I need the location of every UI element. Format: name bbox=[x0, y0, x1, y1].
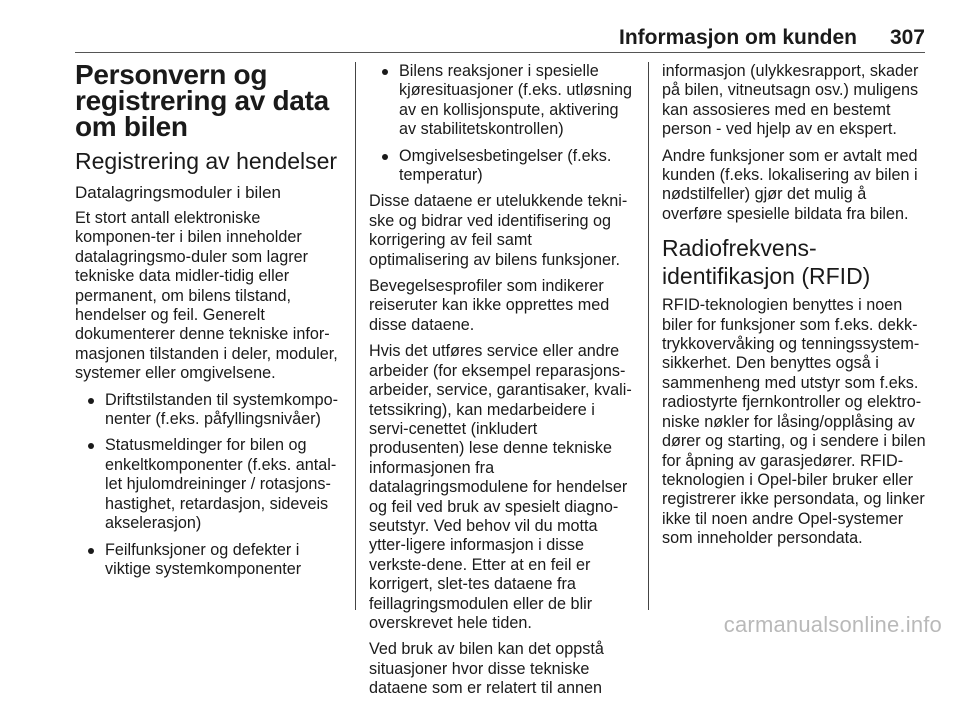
bullet-icon bbox=[382, 154, 388, 160]
watermark: carmanualsonline.info bbox=[723, 612, 942, 637]
list-item: Driftstilstanden til systemkompo-nenter (f.eks. påfyllingsnivåer) bbox=[75, 391, 343, 430]
bullet-icon bbox=[88, 443, 94, 449]
section-heading-rfid: Radiofrekvens-identifikasjon (RFID) bbox=[662, 235, 871, 290]
column-divider-1 bbox=[355, 62, 356, 610]
page-number: 307 bbox=[889, 26, 925, 49]
paragraph: Hvis det utføres service eller andre arbeider (for eksempel reparasjons-arbeider, service, garantisaker, kvali-tetssikring), kan medarbeidere i servi-cenettet (inkludert produsenten) lese denne tekniske informasjonen fra datalagringsmodulene for hendelser og feil ved bruk av spesielt diagno-seutstyr. Ved behov vil du motta ytter-ligere informasjon i disse verkste-dene. Etter at en feil er korrigert, slet-tes dataene fra feillagringsmodulen eller de blir overskrevet hele tiden. bbox=[369, 342, 632, 632]
paragraph: Ved bruk av bilen kan det oppstå situasjoner hvor disse tekniske dataene som er relatert til annen bbox=[369, 640, 604, 698]
bullet-icon bbox=[88, 548, 94, 554]
subheading-event-recording: Registrering av hendelser bbox=[75, 148, 338, 174]
section-heading-privacy: Personvern og registrering av data om bilen bbox=[75, 59, 329, 142]
list-item: Statusmeldinger for bilen og enkeltkomponenter (f.eks. antal-let hjulomdreininger / rotasjons-hastighet, retardasjon, sideveis akselerasjon) bbox=[75, 436, 343, 533]
paragraph: Andre funksjoner som er avtalt med kunden (f.eks. lokalisering av bilen i nødstilfeller) gjør det mulig å overføre spesielle bildata fra bilen. bbox=[662, 146, 918, 223]
subheading-data-modules: Datalagringsmoduler i bilen bbox=[75, 183, 282, 202]
list-item: Feilfunksjoner og defekter i viktige systemkomponenter bbox=[75, 541, 343, 580]
header-title: Informasjon om kunden bbox=[618, 26, 857, 49]
column-2 bbox=[369, 62, 633, 706]
paragraph: Bevegelsesprofiler som indikerer reiseruter kan ikke opprettes med disse dataene. bbox=[369, 277, 610, 334]
bullet-list bbox=[75, 391, 343, 580]
bullet-list bbox=[369, 62, 633, 185]
paragraph: RFID-teknologien benyttes i noen biler for funksjoner som f.eks. dekk-trykkovervåking og tenningssystem-sikkerhet. Den benyttes også i sammenheng med utstyr som f.eks. radiostyrte fjernkontroller og elektro-niske nøkler for låsing/opplåsing av dører og starting, og i sendere i bilen for åpning av garasjedører. RFID-teknologien i Opel-biler bruker eller registrerer ikke persondata, og linker ikke til noen andre Opel-systemer som inneholder persondata. bbox=[662, 296, 926, 548]
bullet-icon bbox=[382, 69, 388, 75]
column-3 bbox=[662, 62, 928, 556]
paragraph: Disse dataene er utelukkende tekni-ske og bidrar ved identifisering og korrigering av feil samt optimalisering av bilens funksjoner. bbox=[369, 192, 628, 269]
column-divider-2 bbox=[648, 62, 649, 610]
column-1 bbox=[75, 59, 343, 586]
header-divider bbox=[75, 52, 925, 53]
paragraph: Et stort antall elektroniske komponen-ter i bilen inneholder datalagringsmo-duler som lagrer tekniske data midler-tidig eller permanent, om bilens tilstand, hendelser og feil. Generelt dokumenterer denne tekniske infor-masjonen tilstanden i deler, moduler, systemer eller omgivelsene. bbox=[75, 209, 338, 383]
list-item: Bilens reaksjoner i spesielle kjøresituasjoner (f.eks. utløsning av en kollisjonspute, aktivering av stabilitetskontrollen) bbox=[369, 62, 633, 140]
bullet-icon bbox=[88, 398, 94, 404]
list-item: Omgivelsesbetingelser (f.eks. temperatur) bbox=[369, 147, 633, 186]
page-header bbox=[75, 26, 925, 50]
paragraph: informasjon (ulykkesrapport, skader på bilen, vitneutsagn osv.) muligens kan assosieres med en bestemt person - ved hjelp av en ekspert. bbox=[662, 62, 919, 139]
